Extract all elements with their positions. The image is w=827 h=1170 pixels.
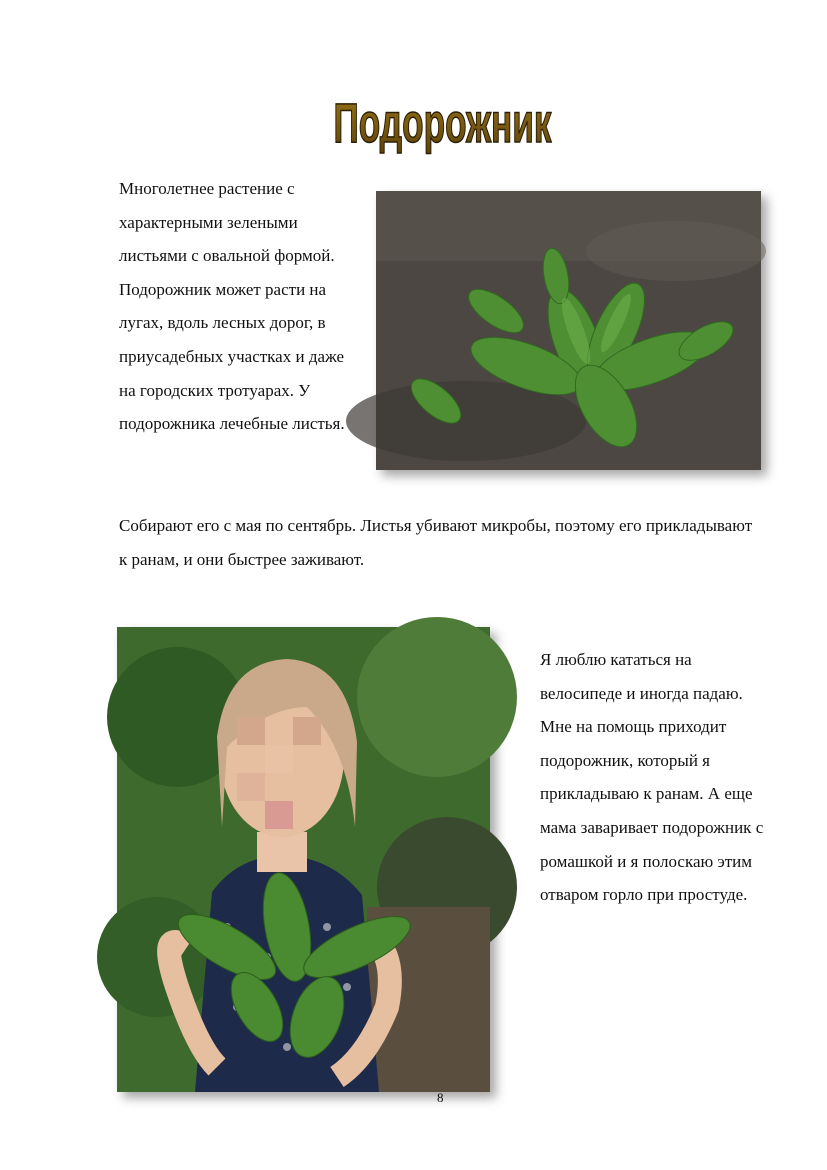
intro-paragraph: Многолетнее растение с характерными зелеными листьями с овальной формой. Подорожник может расти на лугах, вдоль лесных дорог, в приусадебных участках и даже на городских тротуарах. У подорожника лечебные листья.	[119, 179, 345, 434]
personal-paragraph: Я люблю кататься на велосипеде и иногда падаю. Мне на помощь приходит подорожник, который я прикладываю к ранам. А еще мама заваривает подорожник с ромашкой и я полоскаю этим отваром горло при простуде.	[540, 650, 764, 905]
title-text: Подорожник	[333, 91, 553, 154]
page-number: 8	[437, 1090, 444, 1105]
title-wordart	[330, 78, 555, 160]
intro-paragraph-continued: Собирают его с мая по сентябрь. Листья убивают микробы, поэтому его прикладывают к ранам, и они быстрее заживают.	[119, 516, 753, 569]
plant-photo	[376, 191, 761, 470]
page-title	[330, 78, 555, 160]
girl-photo	[117, 627, 490, 1092]
